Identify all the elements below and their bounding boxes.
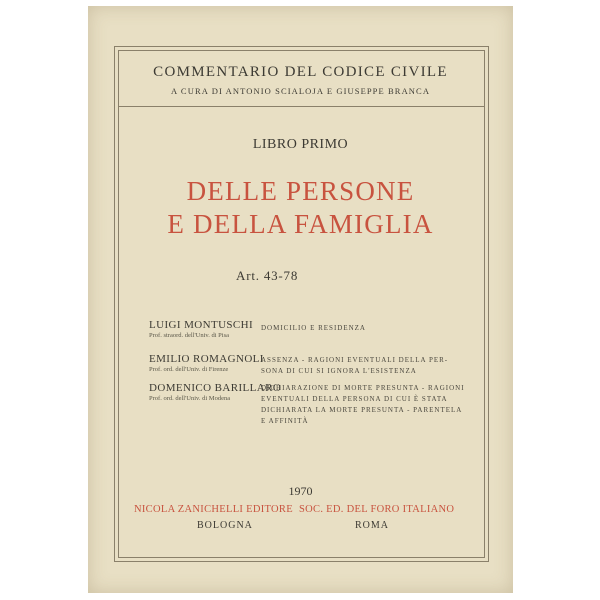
publisher-right: SOC. ED. DEL FORO ITALIANO [299,504,455,515]
series-title: COMMENTARIO DEL CODICE CIVILE [153,64,448,80]
contributor-topic-line: E AFFINITÀ [261,417,309,425]
contributor-name: DOMENICO BARILLARO [149,382,282,394]
contributor-topic-line: DICHIARATA LA MORTE PRESUNTA - PARENTELA [261,406,463,414]
articles-range: Art. 43-78 [236,268,299,283]
contributor-topic-line: SONA DI CUI SI IGNORA L'ESISTENZA [261,367,417,375]
contributor-affiliation: Prof. straord. dell'Univ. di Pisa [149,332,230,339]
city-left: BOLOGNA [197,520,253,531]
contributor-name: EMILIO ROMAGNOLI [149,353,264,365]
publication-year: 1970 [288,484,313,498]
city-right: ROMA [355,520,390,531]
contributor-name: LUIGI MONTUSCHI [149,319,254,331]
contributor-topic-line: ASSENZA - RAGIONI EVENTUALI DELLA PER- [261,356,449,364]
header-rule [118,106,484,107]
contributor-topic-line: DOMICILIO E RESIDENZA [261,324,366,332]
book-label: LIBRO PRIMO [252,137,349,152]
cover-frame-inner [118,50,485,558]
contributor-topic-line: EVENTUALI DELLA PERSONA DI CUI È STATA [261,395,448,403]
book-cover [88,6,513,593]
contributor-affiliation: Prof. ord. dell'Univ. di Modena [149,395,231,402]
contributor-affiliation: Prof. ord. dell'Univ. di Firenze [149,366,229,373]
series-editors: A CURA DI ANTONIO SCIALOJA E GIUSEPPE BRANCA [170,86,431,96]
volume-title-line-1: DELLE PERSONE [186,176,415,206]
volume-title-line-2: E DELLA FAMIGLIA [167,209,434,239]
contributor-topic-line: DICHIARAZIONE DI MORTE PRESUNTA - RAGIONI [261,384,465,392]
publisher-left: NICOLA ZANICHELLI EDITORE [134,504,293,515]
